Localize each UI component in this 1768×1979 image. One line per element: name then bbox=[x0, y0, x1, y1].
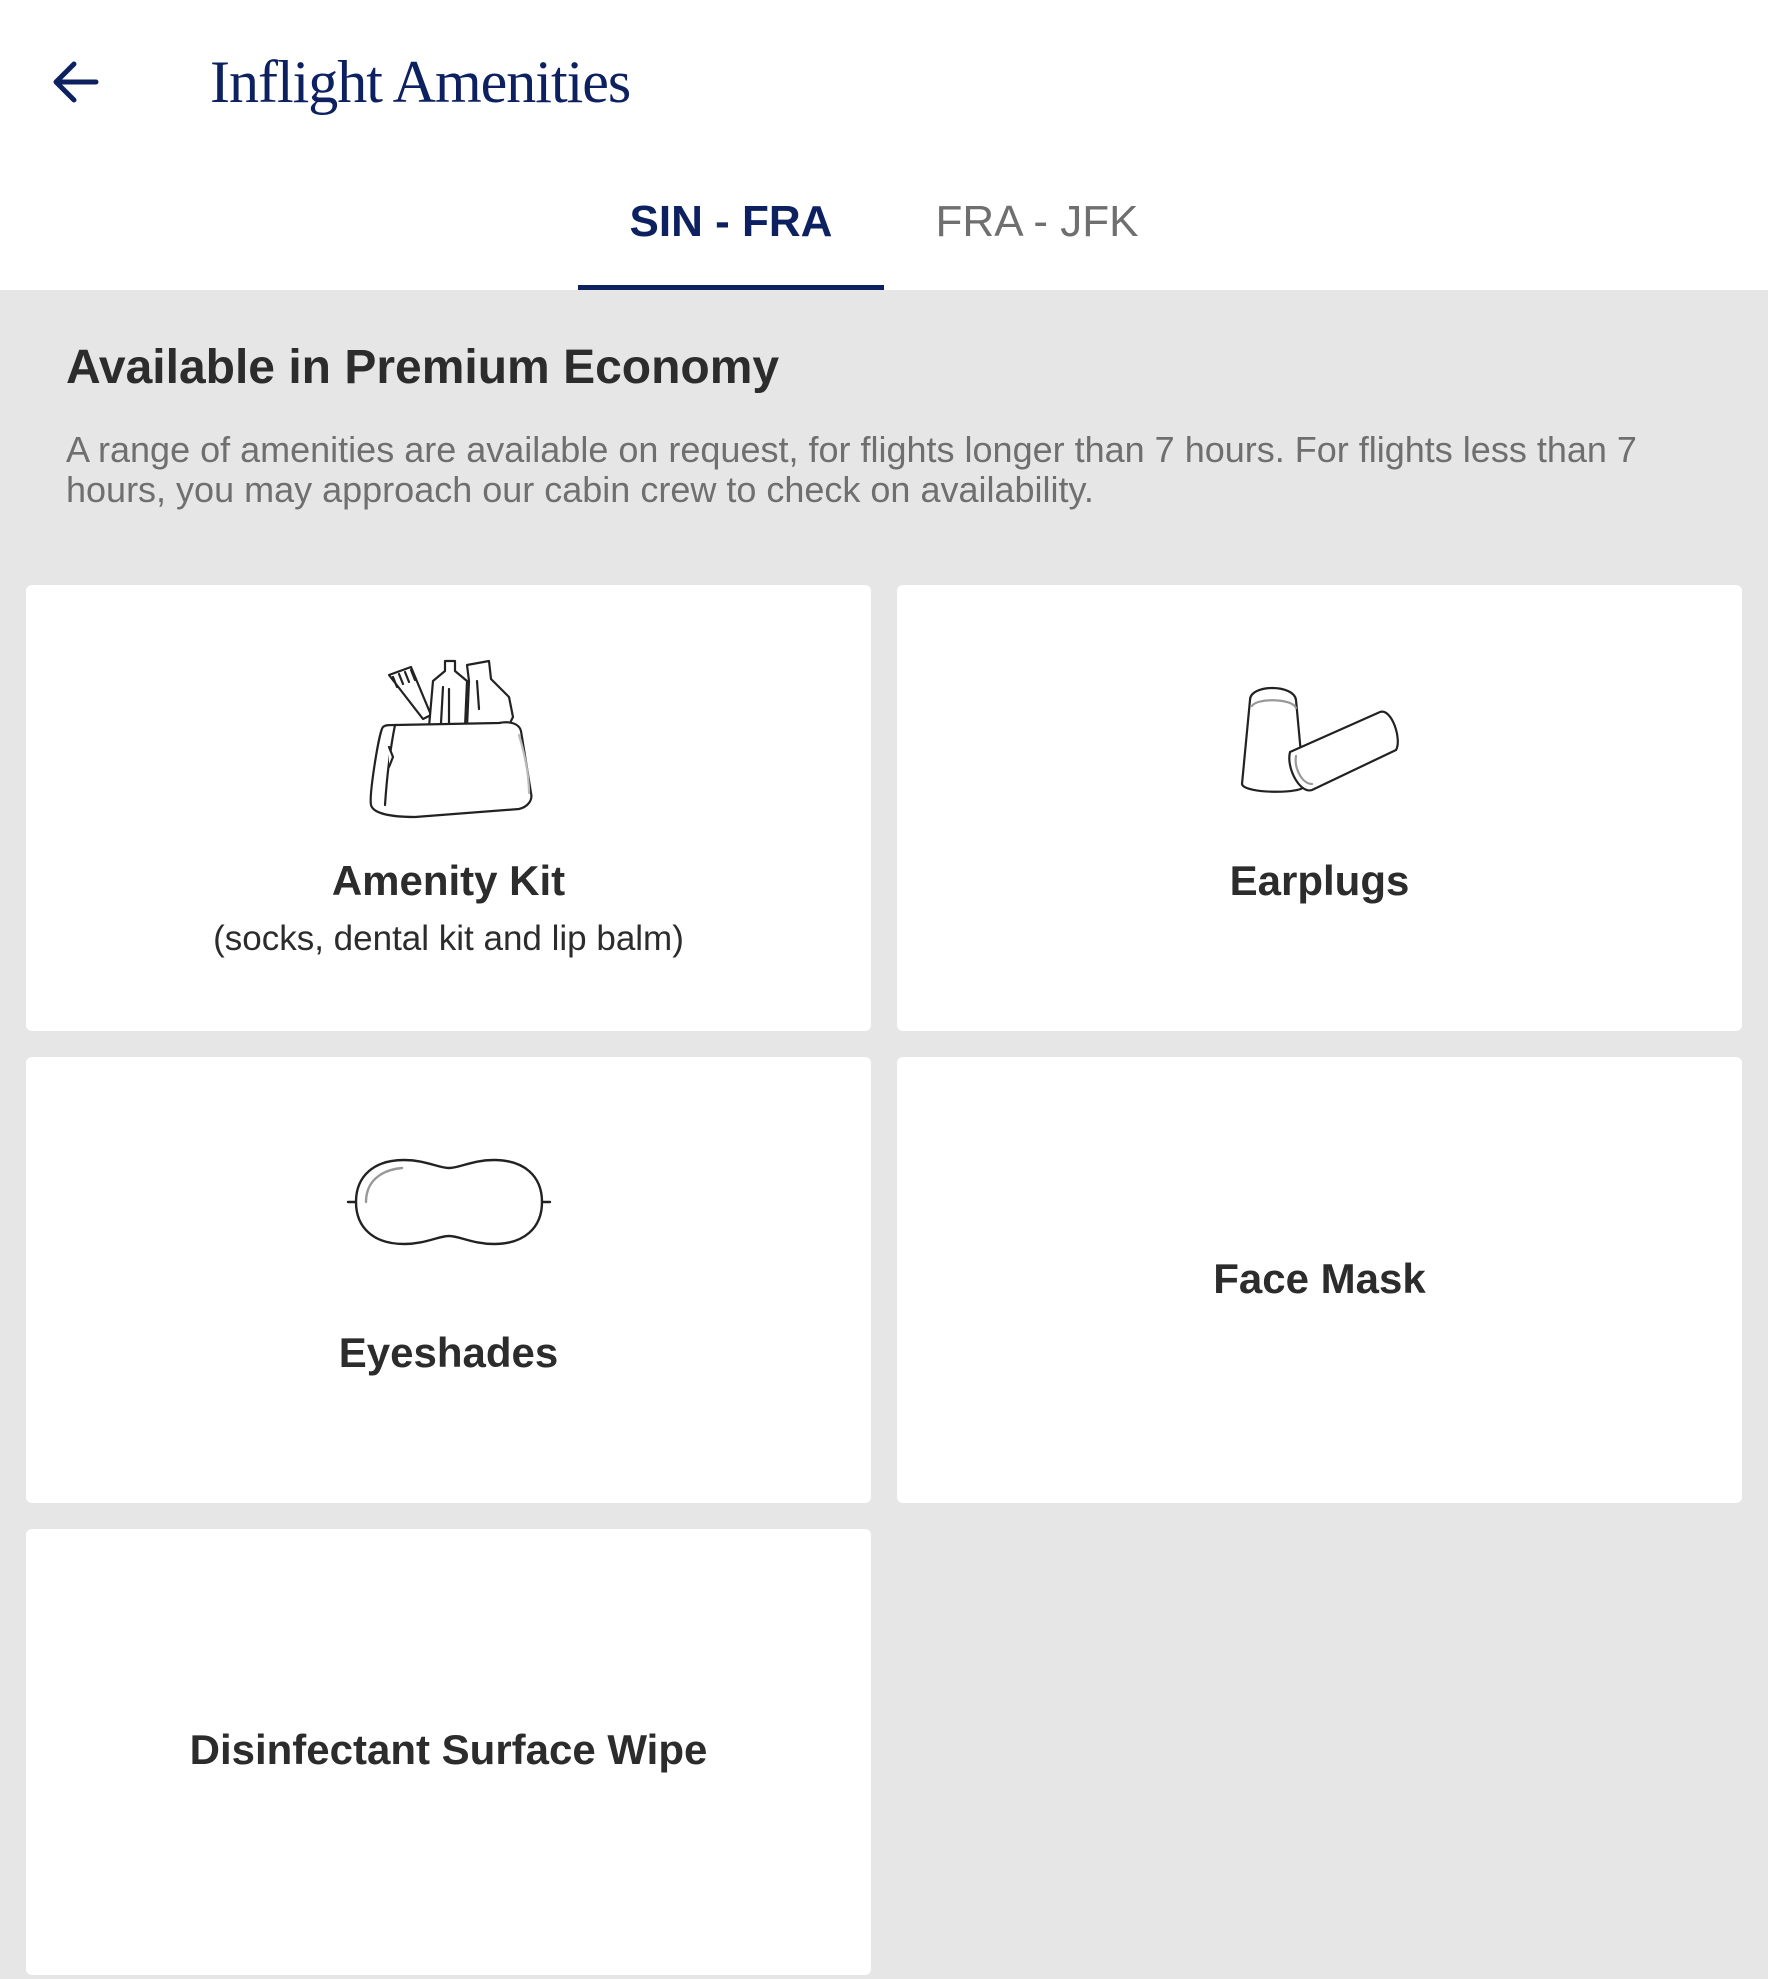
amenity-title: Eyeshades bbox=[338, 1329, 559, 1376]
earplugs-icon bbox=[1230, 670, 1410, 800]
amenity-card-eyeshades bbox=[26, 1057, 871, 1503]
section-description: A range of amenities are available on request, for flights longer than 7 hours. For flights less than 7 hours, you may approach our cabin crew to check on availability. bbox=[66, 429, 1637, 510]
back-button[interactable] bbox=[36, 44, 112, 120]
amenity-kit-icon bbox=[349, 645, 549, 825]
amenity-title: Amenity Kit bbox=[331, 857, 566, 904]
amenity-title: Earplugs bbox=[1229, 857, 1410, 904]
page-title: Inflight Amenities bbox=[210, 49, 631, 115]
amenity-card-disinfectant-wipe bbox=[26, 1529, 871, 1975]
arrow-left-icon bbox=[48, 60, 100, 104]
section-heading: Available in Premium Economy bbox=[66, 341, 780, 394]
eyeshades-icon bbox=[344, 1152, 554, 1252]
amenity-card-face-mask bbox=[897, 1057, 1742, 1503]
app-header bbox=[0, 0, 1768, 160]
amenity-title: Disinfectant Surface Wipe bbox=[189, 1726, 708, 1773]
route-tabs bbox=[0, 160, 1768, 290]
amenity-subtitle: (socks, dental kit and lip balm) bbox=[213, 919, 684, 958]
amenity-card-earplugs bbox=[897, 585, 1742, 1031]
amenity-title: Face Mask bbox=[1213, 1255, 1426, 1302]
amenity-card-amenity-kit bbox=[26, 585, 871, 1031]
tab-sin-fra[interactable]: SIN - FRA bbox=[578, 160, 884, 290]
tab-fra-jfk[interactable]: FRA - JFK bbox=[935, 197, 1139, 246]
